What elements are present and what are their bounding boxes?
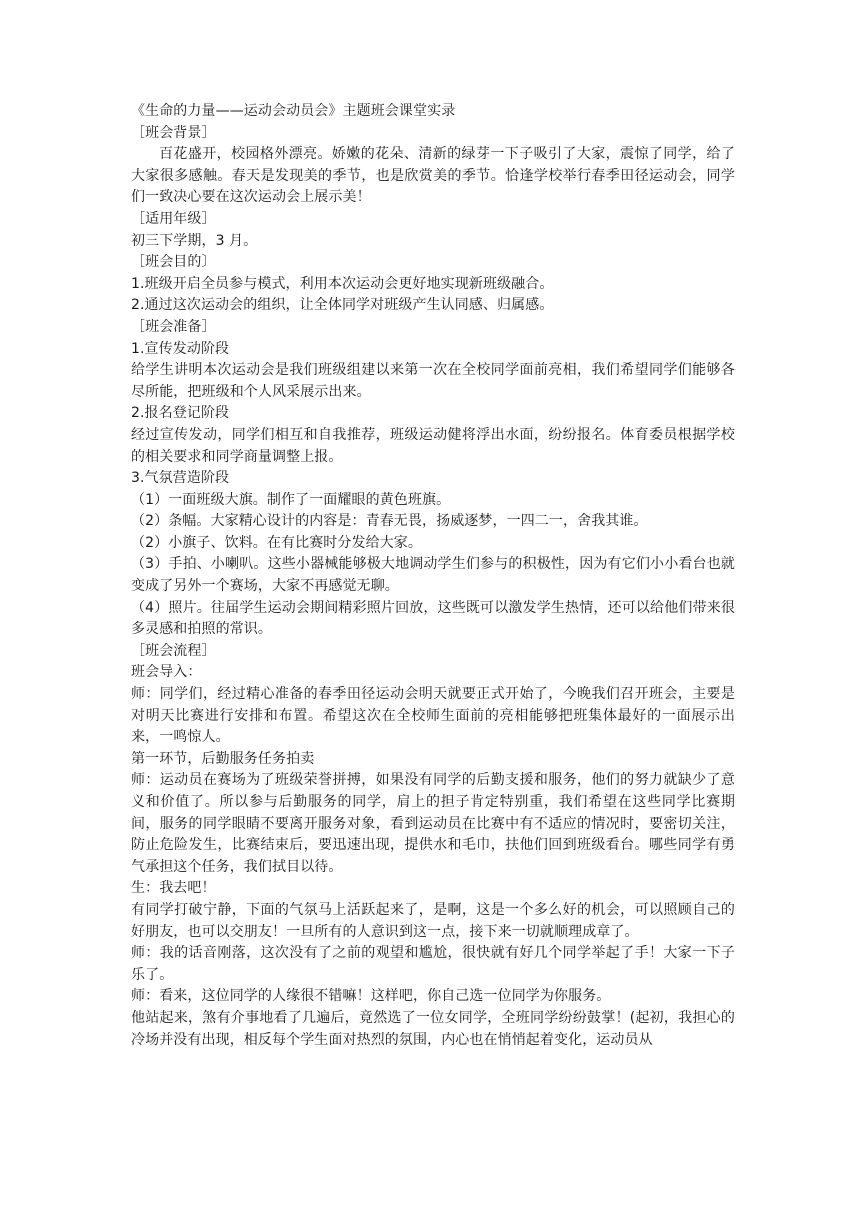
document-paragraph: （1）一面班级大旗。制作了一面耀眼的黄色班旗。 [131, 491, 451, 508]
document-paragraph: （2）条幅。大家精心设计的内容是：青春无畏，扬威逐梦，一四二一，舍我其谁。 [131, 513, 648, 530]
document-paragraph: 师：同学们，经过精心准备的春季田径运动会明天就要正式开始了，今晚我们召开班会，主要是对明天比赛进行安排和布置。希望这次在全校师生面前的亮相能够把班集体最好的一面展示出来，一鸣惊人。 [131, 686, 735, 746]
document-paragraph: ［班会背景］ [131, 124, 216, 141]
document-paragraph: 经过宣传发动，同学们相互和自我推荐，班级运动健将浮出水面，纷纷报名。体育委员根据学校的相关要求和同学商量调整上报。 [131, 426, 735, 465]
document-title: 《生命的力量——运动会动员会》主题班会课堂实录 [131, 103, 456, 119]
document-paragraph: 班会导入： [131, 664, 202, 681]
document-paragraph: （2）小旗子、饮料。在有比赛时分发给大家。 [131, 534, 423, 551]
document-paragraph: ［班会流程］ [131, 642, 216, 659]
document-paragraph: 百花盛开，校园格外漂亮。娇嫩的花朵、清新的绿芽一下子吸引了大家，震惊了同学，给了大家很多感触。春天是发现美的季节，也是欣赏美的季节。恰逢学校举行春季田径运动会，同学们一致决心要在这次运动会上展示美！ [131, 146, 735, 206]
document-paragraph: ［班会目的〕 [131, 254, 216, 271]
document-paragraph: 师：运动员在赛场为了班级荣誉拼搏，如果没有同学的后勤支援和服务，他们的努力就缺少了意义和价值了。所以参与后勤服务的同学，肩上的担子肯定特别重，我们希望在这些同学比赛期间，服务的同学眼睛不要离开服务对象，看到运动员在比赛中有不适应的情况时，要密切关注，防止危险发生，比赛结束后，要迅速出现，提供水和毛巾，扶他们回到班级看台。哪些同学有勇气承担这个任务，我们拭目以待。 [131, 772, 735, 875]
document-paragraph: ［适用年级］ [131, 210, 216, 227]
document-paragraph: 师：看来，这位同学的人缘很不错嘛！这样吧，你自己选一位同学为你服务。 [131, 988, 611, 1005]
document-paragraph: 1.班级开启全员参与模式，利用本次运动会更好地实现新班级融合。 [131, 275, 554, 292]
document-paragraph: （4）照片。往届学生运动会期间精彩照片回放，这些既可以激发学生热情，还可以给他们带来很多灵感和拍照的常识。 [131, 599, 735, 638]
document-paragraph: 生：我去吧！ [131, 880, 216, 897]
document-paragraph: 第一环节，后勤服务任务拍卖 [131, 750, 315, 767]
document-paragraph: 3.气氛营造阶段 [131, 470, 230, 487]
document-paragraph: 2.通过这次运动会的组织，让全体同学对班级产生认同感、归属感。 [131, 297, 554, 314]
document-paragraph: 给学生讲明本次运动会是我们班级组建以来第一次在全校同学面前亮相，我们希望同学们能够各尽所能，把班级和个人风采展示出来。 [131, 362, 735, 400]
document-body [131, 101, 735, 1051]
document-paragraph: 初三下学期，3 月。 [131, 232, 258, 249]
document-paragraph: 1.宣传发动阶段 [131, 340, 230, 357]
document-paragraph: 2.报名登记阶段 [131, 405, 230, 422]
document-paragraph: 师：我的话音刚落，这次没有了之前的观望和尴尬，很快就有好几个同学举起了手！大家一下子乐了。 [131, 945, 735, 983]
document-paragraph: 有同学打破宁静，下面的气氛马上活跃起来了，是啊，这是一个多么好的机会，可以照顾自己的好朋友，也可以交朋友！一旦所有的人意识到这一点，接下来一切就顺理成章了。 [131, 901, 735, 940]
document-paragraph: （3）手拍、小喇叭。这些小器械能够极大地调动学生们参与的积极性，因为有它们小小看台也就变成了另外一个赛场，大家不再感觉无聊。 [131, 556, 735, 595]
document-paragraph: 他站起来，煞有介事地看了几遍后，竟然选了一位女同学，全班同学纷纷鼓掌！(起初，我担心的冷场并没有出现，相反每个学生面对热烈的氛围，内心也在悄悄起着变化，运动员从 [131, 1009, 735, 1048]
document-paragraph: ［班会准备］ [131, 318, 216, 335]
